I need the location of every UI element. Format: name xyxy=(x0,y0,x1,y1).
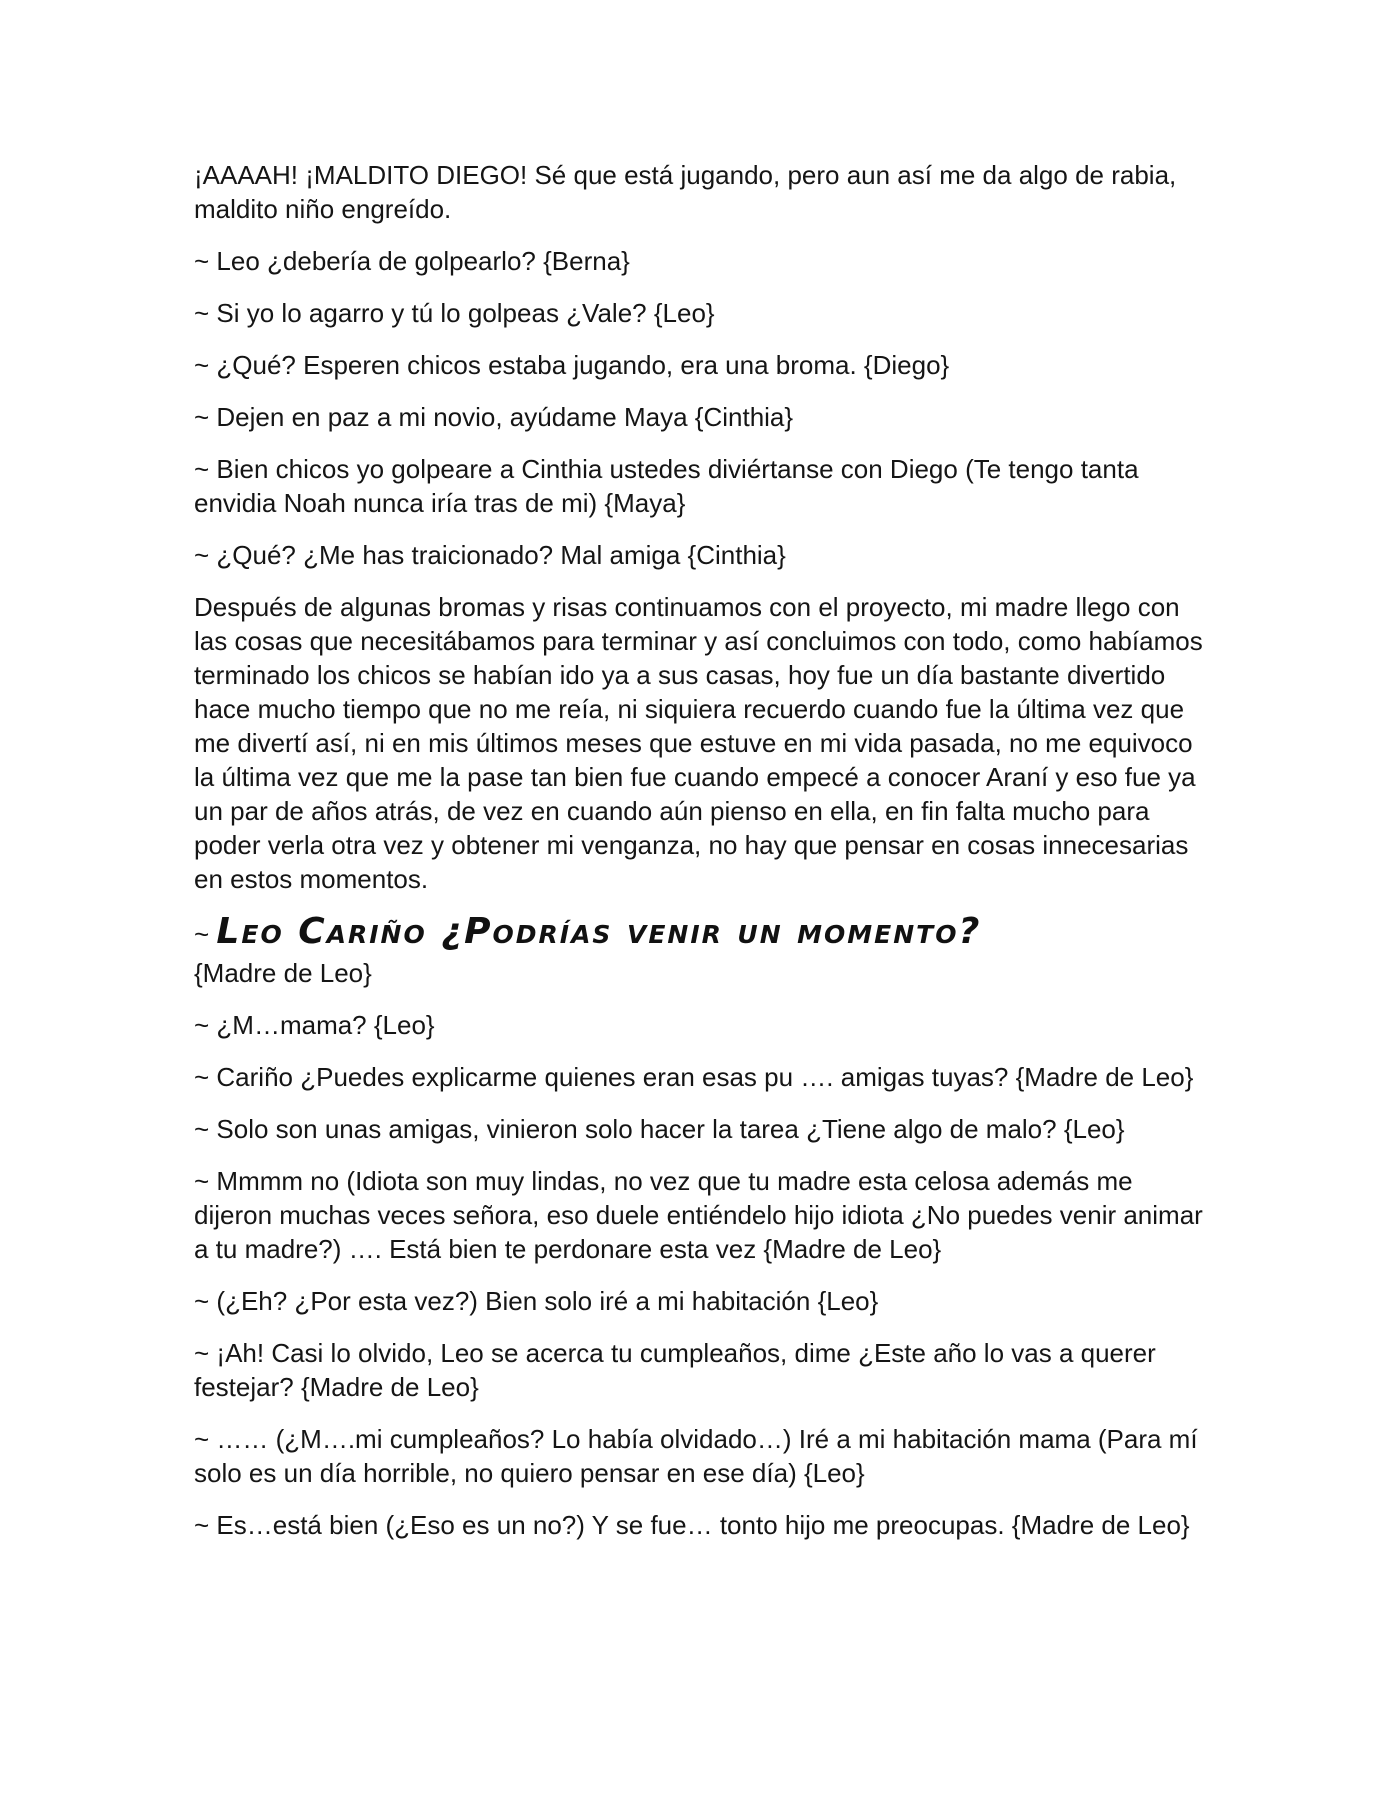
shout-text: Leo Cariño ¿Podrías venir un momento? xyxy=(216,911,982,952)
document-body xyxy=(194,158,1214,1560)
dialogue-line-leo-3: ~ Solo son unas amigas, vinieron solo hacer la tarea ¿Tiene algo de malo? {Leo} xyxy=(194,1114,1125,1144)
dialogue-line-cinthia-2: ~ ¿Qué? ¿Me has traicionado? Mal amiga {Cinthia} xyxy=(194,540,786,570)
dialogue-line-berna: ~ Leo ¿debería de golpearlo? {Berna} xyxy=(194,246,630,276)
shout-line xyxy=(194,912,1214,956)
narration-paragraph: Después de algunas bromas y risas continuamos con el proyecto, mi madre llego con las cosas que necesitábamos para terminar y así concluimos con todo, como habíamos terminado los chicos se habían ido ya a sus casas, hoy fue un día bastante divertido hace mucho tiempo que no me reía, ni siquiera recuerdo cuando fue la última vez que me divertí así, ni en mis últimos meses que estuve en mi vida pasada, no me equivoco la última vez que me la pase tan bien fue cuando empecé a conocer Araní y eso fue ya un par de años atrás, de vez en cuando aún pienso en ella, en fin falta mucho para poder verla otra vez y obtener mi venganza, no hay que pensar en cosas innecesarias en estos momentos. xyxy=(194,592,1203,894)
dialogue-line-diego: ~ ¿Qué? Esperen chicos estaba jugando, era una broma. {Diego} xyxy=(194,350,950,380)
dialogue-line-maya: ~ Bien chicos yo golpeare a Cinthia ustedes diviértanse con Diego (Te tengo tanta envidia Noah nunca iría tras de mi) {Maya} xyxy=(194,454,1139,518)
paragraph-intro: ¡AAAAH! ¡MALDITO DIEGO! Sé que está jugando, pero aun así me da algo de rabia, maldito niño engreído. xyxy=(194,160,1177,224)
shout-speaker: {Madre de Leo} xyxy=(194,958,372,988)
dialogue-line-leo-4: ~ (¿Eh? ¿Por esta vez?) Bien solo iré a mi habitación {Leo} xyxy=(194,1286,879,1316)
dialogue-line-cinthia: ~ Dejen en paz a mi novio, ayúdame Maya {Cinthia} xyxy=(194,402,794,432)
dialogue-line-madre-3: ~ ¡Ah! Casi lo olvido, Leo se acerca tu cumpleaños, dime ¿Este año lo vas a querer festejar? {Madre de Leo} xyxy=(194,1338,1156,1402)
dialogue-line-leo-2: ~ ¿M…mama? {Leo} xyxy=(194,1010,435,1040)
dialogue-line-leo-5: ~ …… (¿M….mi cumpleaños? Lo había olvidado…) Iré a mi habitación mama (Para mí solo es un día horrible, no quiero pensar en ese día) {Leo} xyxy=(194,1424,1198,1488)
dialogue-line-madre: ~ Cariño ¿Puedes explicarme quienes eran esas pu …. amigas tuyas? {Madre de Leo} xyxy=(194,1062,1194,1092)
dialogue-line-madre-4: ~ Es…está bien (¿Eso es un no?) Y se fue… tonto hijo me preocupas. {Madre de Leo} xyxy=(194,1510,1190,1540)
shout-tilde: ~ xyxy=(194,919,210,949)
dialogue-line-madre-2: ~ Mmmm no (Idiota son muy lindas, no vez que tu madre esta celosa además me dijeron muchas veces señora, eso duele entiéndelo hijo idiota ¿No puedes venir animar a tu madre?) …. Está bien te perdonare esta vez {Madre de Leo} xyxy=(194,1166,1203,1264)
dialogue-line-leo: ~ Si yo lo agarro y tú lo golpeas ¿Vale? {Leo} xyxy=(194,298,715,328)
